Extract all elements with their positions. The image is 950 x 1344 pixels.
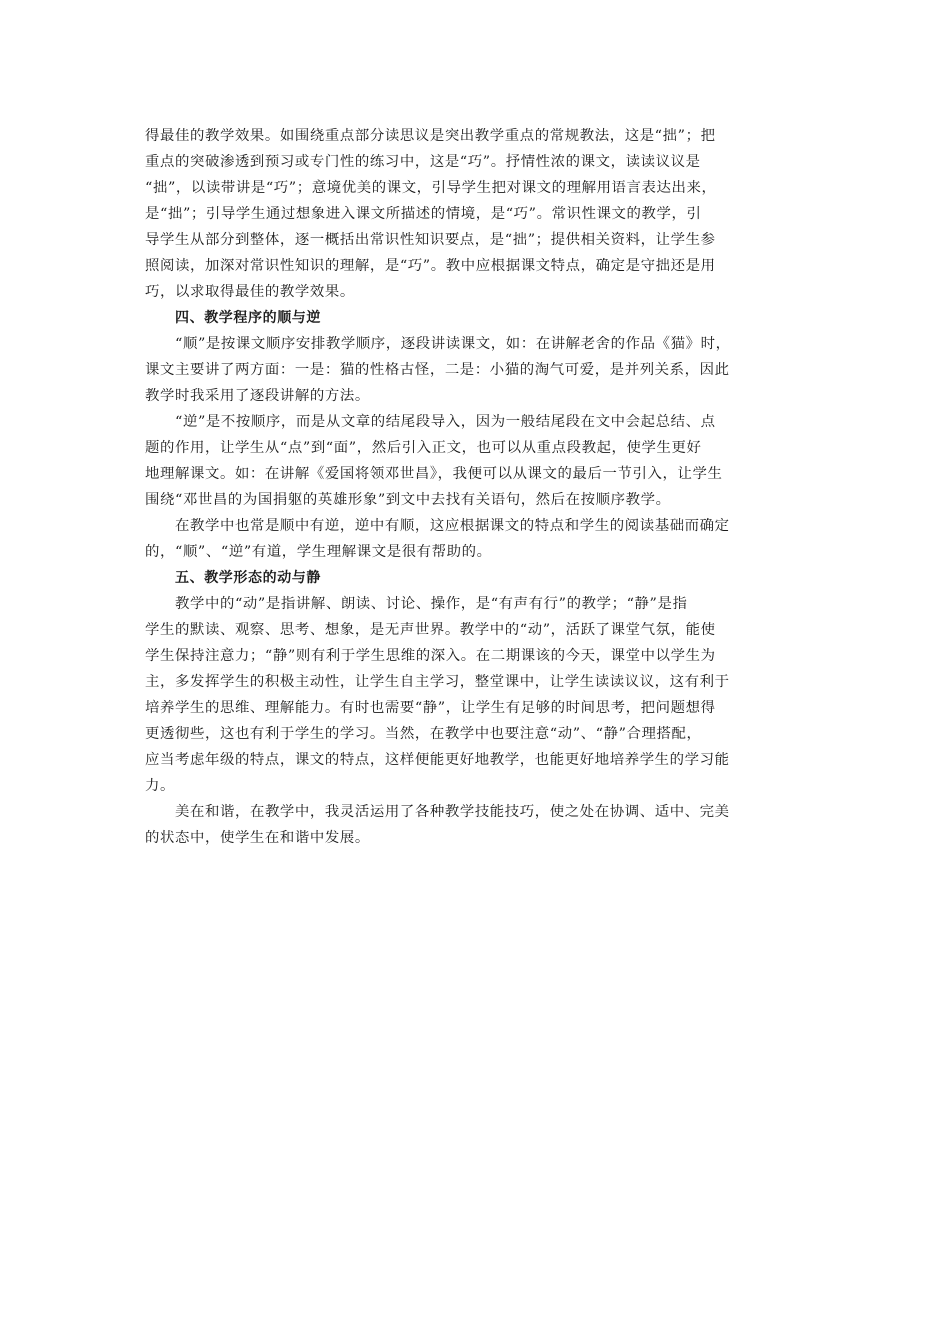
text-line: 是“拙”；引导学生通过想象进入课文所描述的情境，是“巧”。常识性课文的教学，引	[145, 206, 702, 222]
text-line: 更透彻些，这也有利于学生的学习。当然，在教学中也要注意“动”、“静”合理搭配，	[145, 726, 702, 742]
text-line: 学生的默读、观察、思考、想象，是无声世界。教学中的“动”，活跃了课堂气氛，能使	[145, 622, 716, 638]
text-line: 地理解课文。如：在讲解《爱国将领邓世昌》，我便可以从课文的最后一节引入，让学生	[145, 466, 723, 482]
text-line: 得最佳的教学效果。如围绕重点部分读思议是突出教学重点的常规教法，这是“拙”；把	[145, 128, 716, 144]
text-line: 题的作用，让学生从“点”到“面”，然后引入正文，也可以从重点段教起，使学生更好	[145, 440, 702, 456]
paragraph-1	[145, 123, 805, 305]
text-line: 主，多发挥学生的积极主动性，让学生自主学习，整堂课中，让学生读读议议，这有利于	[145, 674, 730, 690]
text-line: 力。	[145, 778, 175, 794]
paragraph-4	[145, 513, 805, 565]
text-line: 教学中的“动”是指讲解、朗读、讨论、操作，是“有声有行”的教学；“静”是指	[175, 596, 688, 612]
text-line: “顺”是按课文顺序安排教学顺序，逐段讲读课文，如：在讲解老舍的作品《猫》时，	[175, 336, 731, 352]
text-line: 的状态中，使学生在和谐中发展。	[145, 830, 370, 846]
text-line: 围绕“邓世昌的为国捐躯的英雄形象”到文中去找有关语句，然后在按顺序教学。	[145, 492, 671, 508]
paragraph-3	[145, 409, 805, 513]
text-line: 课文主要讲了两方面：一是：猫的性格古怪，二是：小猫的淘气可爱，是并列关系，因此	[145, 362, 730, 378]
document-body	[145, 123, 805, 851]
text-line: 教学时我采用了逐段讲解的方法。	[145, 388, 370, 404]
text-line: 培养学生的思维、理解能力。有时也需要“静”，让学生有足够的时间思考，把问题想得	[145, 700, 716, 716]
text-line: 巧，以求取得最佳的教学效果。	[145, 284, 355, 300]
text-line: 重点的突破渗透到预习或专门性的练习中，这是“巧”。抒情性浓的课文，读读议议是	[145, 154, 701, 170]
paragraph-6	[145, 799, 805, 851]
text-line: “逆”是不按顺序，而是从文章的结尾段导入，因为一般结尾段在文中会起总结、点	[175, 414, 716, 430]
text-line: 应当考虑年级的特点，课文的特点，这样便能更好地教学，也能更好地培养学生的学习能	[145, 752, 730, 768]
text-line: 照阅读，加深对常识性知识的理解，是“巧”。教中应根据课文特点，确定是守拙还是用	[145, 258, 716, 274]
text-line: 的，“顺”、“逆”有道，学生理解课文是很有帮助的。	[145, 544, 492, 560]
text-line: “拙”，以读带讲是“巧”；意境优美的课文，引导学生把对课文的理解用语言表达出来，	[145, 180, 717, 196]
paragraph-5	[145, 591, 805, 799]
section-heading-4: 四、教学程序的顺与逆	[175, 310, 321, 326]
text-line: 在教学中也常是顺中有逆，逆中有顺，这应根据课文的特点和学生的阅读基础而确定	[175, 518, 730, 534]
text-line: 学生保持注意力；“静”则有利于学生思维的深入。在二期课该的今天，课堂中以学生为	[145, 648, 716, 664]
text-line: 导学生从部分到整体，逐一概括出常识性知识要点，是“拙”；提供相关资料，让学生参	[145, 232, 716, 248]
section-heading-5: 五、教学形态的动与静	[175, 570, 321, 586]
text-line: 美在和谐，在教学中，我灵活运用了各种教学技能技巧，使之处在协调、适中、完美	[175, 804, 730, 820]
paragraph-2	[145, 331, 805, 409]
